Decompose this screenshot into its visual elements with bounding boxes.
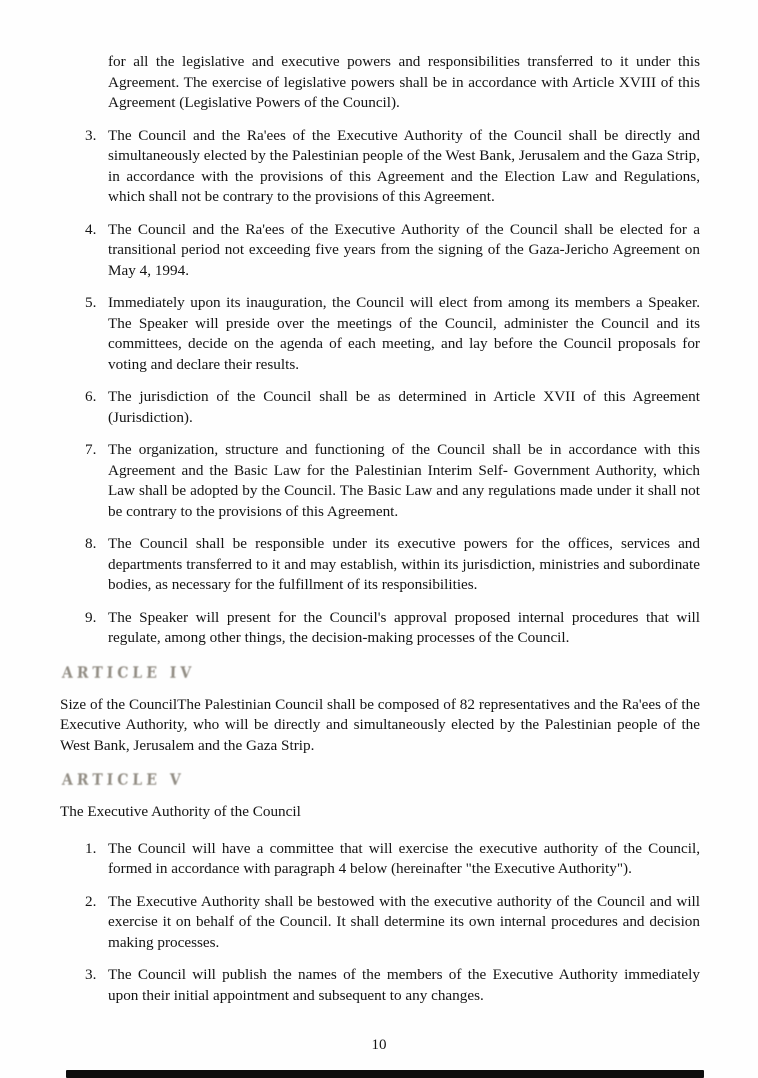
numbered-list-article-v — [60, 839, 700, 1007]
list-item — [60, 293, 700, 375]
list-item — [60, 608, 700, 649]
list-item — [60, 965, 700, 1006]
document-content — [60, 52, 700, 1018]
list-item-text: The Council and the Ra'ees of the Executive Authority of the Council shall be directly and simultaneously elected by the Palestinian people of the West Bank, Jerusalem and the Gaza Strip, in accordance with the provisions of this Agreement and the Election Law and Regulations, which shall not be contrary to the provisions of this Agreement. — [108, 126, 700, 205]
list-item-text: The jurisdiction of the Council shall be as determined in Article XVII of this Agreement (Jurisdiction). — [108, 388, 700, 426]
list-item-text: Immediately upon its inauguration, the Council will elect from among its members a Speaker. The Speaker will preside over the meetings of the Council, administer the Council and its committees, decide on the agenda of each meeting, and lay before the Council proposals for voting and declare their results. — [108, 294, 700, 373]
list-item-text: The Council shall be responsible under its executive powers for the offices, services and departments transferred to it and may establish, within its jurisdiction, ministries and subordinate bodies, as necessary for the fulfillment of its responsibilities. — [108, 535, 700, 593]
list-item-number: 6. — [85, 388, 97, 405]
list-item-number: 9. — [85, 608, 97, 626]
list-item — [60, 387, 700, 428]
list-item — [60, 220, 700, 282]
article-v-subheading: The Executive Authority of the Council — [60, 803, 301, 820]
list-item-number: 7. — [85, 441, 97, 458]
list-item — [60, 534, 700, 596]
list-item-text: The Executive Authority shall be bestowed with the executive authority of the Council and will exercise it on behalf of the Council. It shall determine its own internal procedures and decision making processes. — [108, 892, 700, 951]
paragraph-continuation: for all the legislative and executive powers and responsibilities transferred to it under this Agreement. The exercise of legislative powers shall be in accordance with Article XVIII of this Agreement (Legislative Powers of the Council). — [108, 53, 700, 111]
list-item-text: The Speaker will present for the Council's approval proposed internal procedures that will regulate, among other things, the decision-making processes of the Council. — [108, 608, 700, 646]
article-iv-heading-faded: ARTICLE IV — [61, 663, 196, 682]
list-item-number: 4. — [85, 220, 97, 238]
list-item-text: The organization, structure and functioning of the Council shall be in accordance with this Agreement and the Basic Law for the Palestinian Interim Self- Government Authority, which Law shall be adopted by the Council. The Basic Law and any regulations made under it shall not be contrary to the provisions of this Agreement. — [108, 441, 700, 520]
list-item — [60, 126, 700, 208]
list-item — [60, 839, 700, 880]
list-item-number: 8. — [85, 535, 97, 552]
article-iv-body: Size of the CouncilThe Palestinian Council shall be composed of 82 representatives and the Ra'ees of the Executive Authority, who will be directly and simultaneously elected by the Palestinian people of the West Bank, Jerusalem and the Gaza Strip. — [60, 695, 700, 754]
numbered-list-article-iii — [60, 126, 700, 649]
list-item-number: 2. — [85, 892, 97, 910]
list-item-text: The Council and the Ra'ees of the Executive Authority of the Council shall be elected for a transitional period not exceeding five years from the signing of the Gaza-Jericho Agreement on May 4, 1994. — [108, 220, 700, 279]
scan-artifact-bar — [66, 1070, 704, 1078]
list-item — [60, 440, 700, 522]
article-v-heading-faded: ARTICLE V — [61, 770, 185, 790]
list-item-number: 3. — [85, 966, 97, 983]
list-item — [60, 892, 700, 954]
list-item-text: The Council will publish the names of the members of the Executive Authority immediately upon their initial appointment and subsequent to any changes. — [108, 966, 700, 1004]
page-number: 10 — [371, 1037, 387, 1053]
list-item-number: 1. — [85, 839, 97, 857]
list-item-number: 5. — [85, 294, 97, 311]
list-item-text: The Council will have a committee that will exercise the executive authority of the Council, formed in accordance with paragraph 4 below (hereinafter "the Executive Authority"). — [108, 839, 700, 877]
list-item-number: 3. — [85, 126, 97, 144]
